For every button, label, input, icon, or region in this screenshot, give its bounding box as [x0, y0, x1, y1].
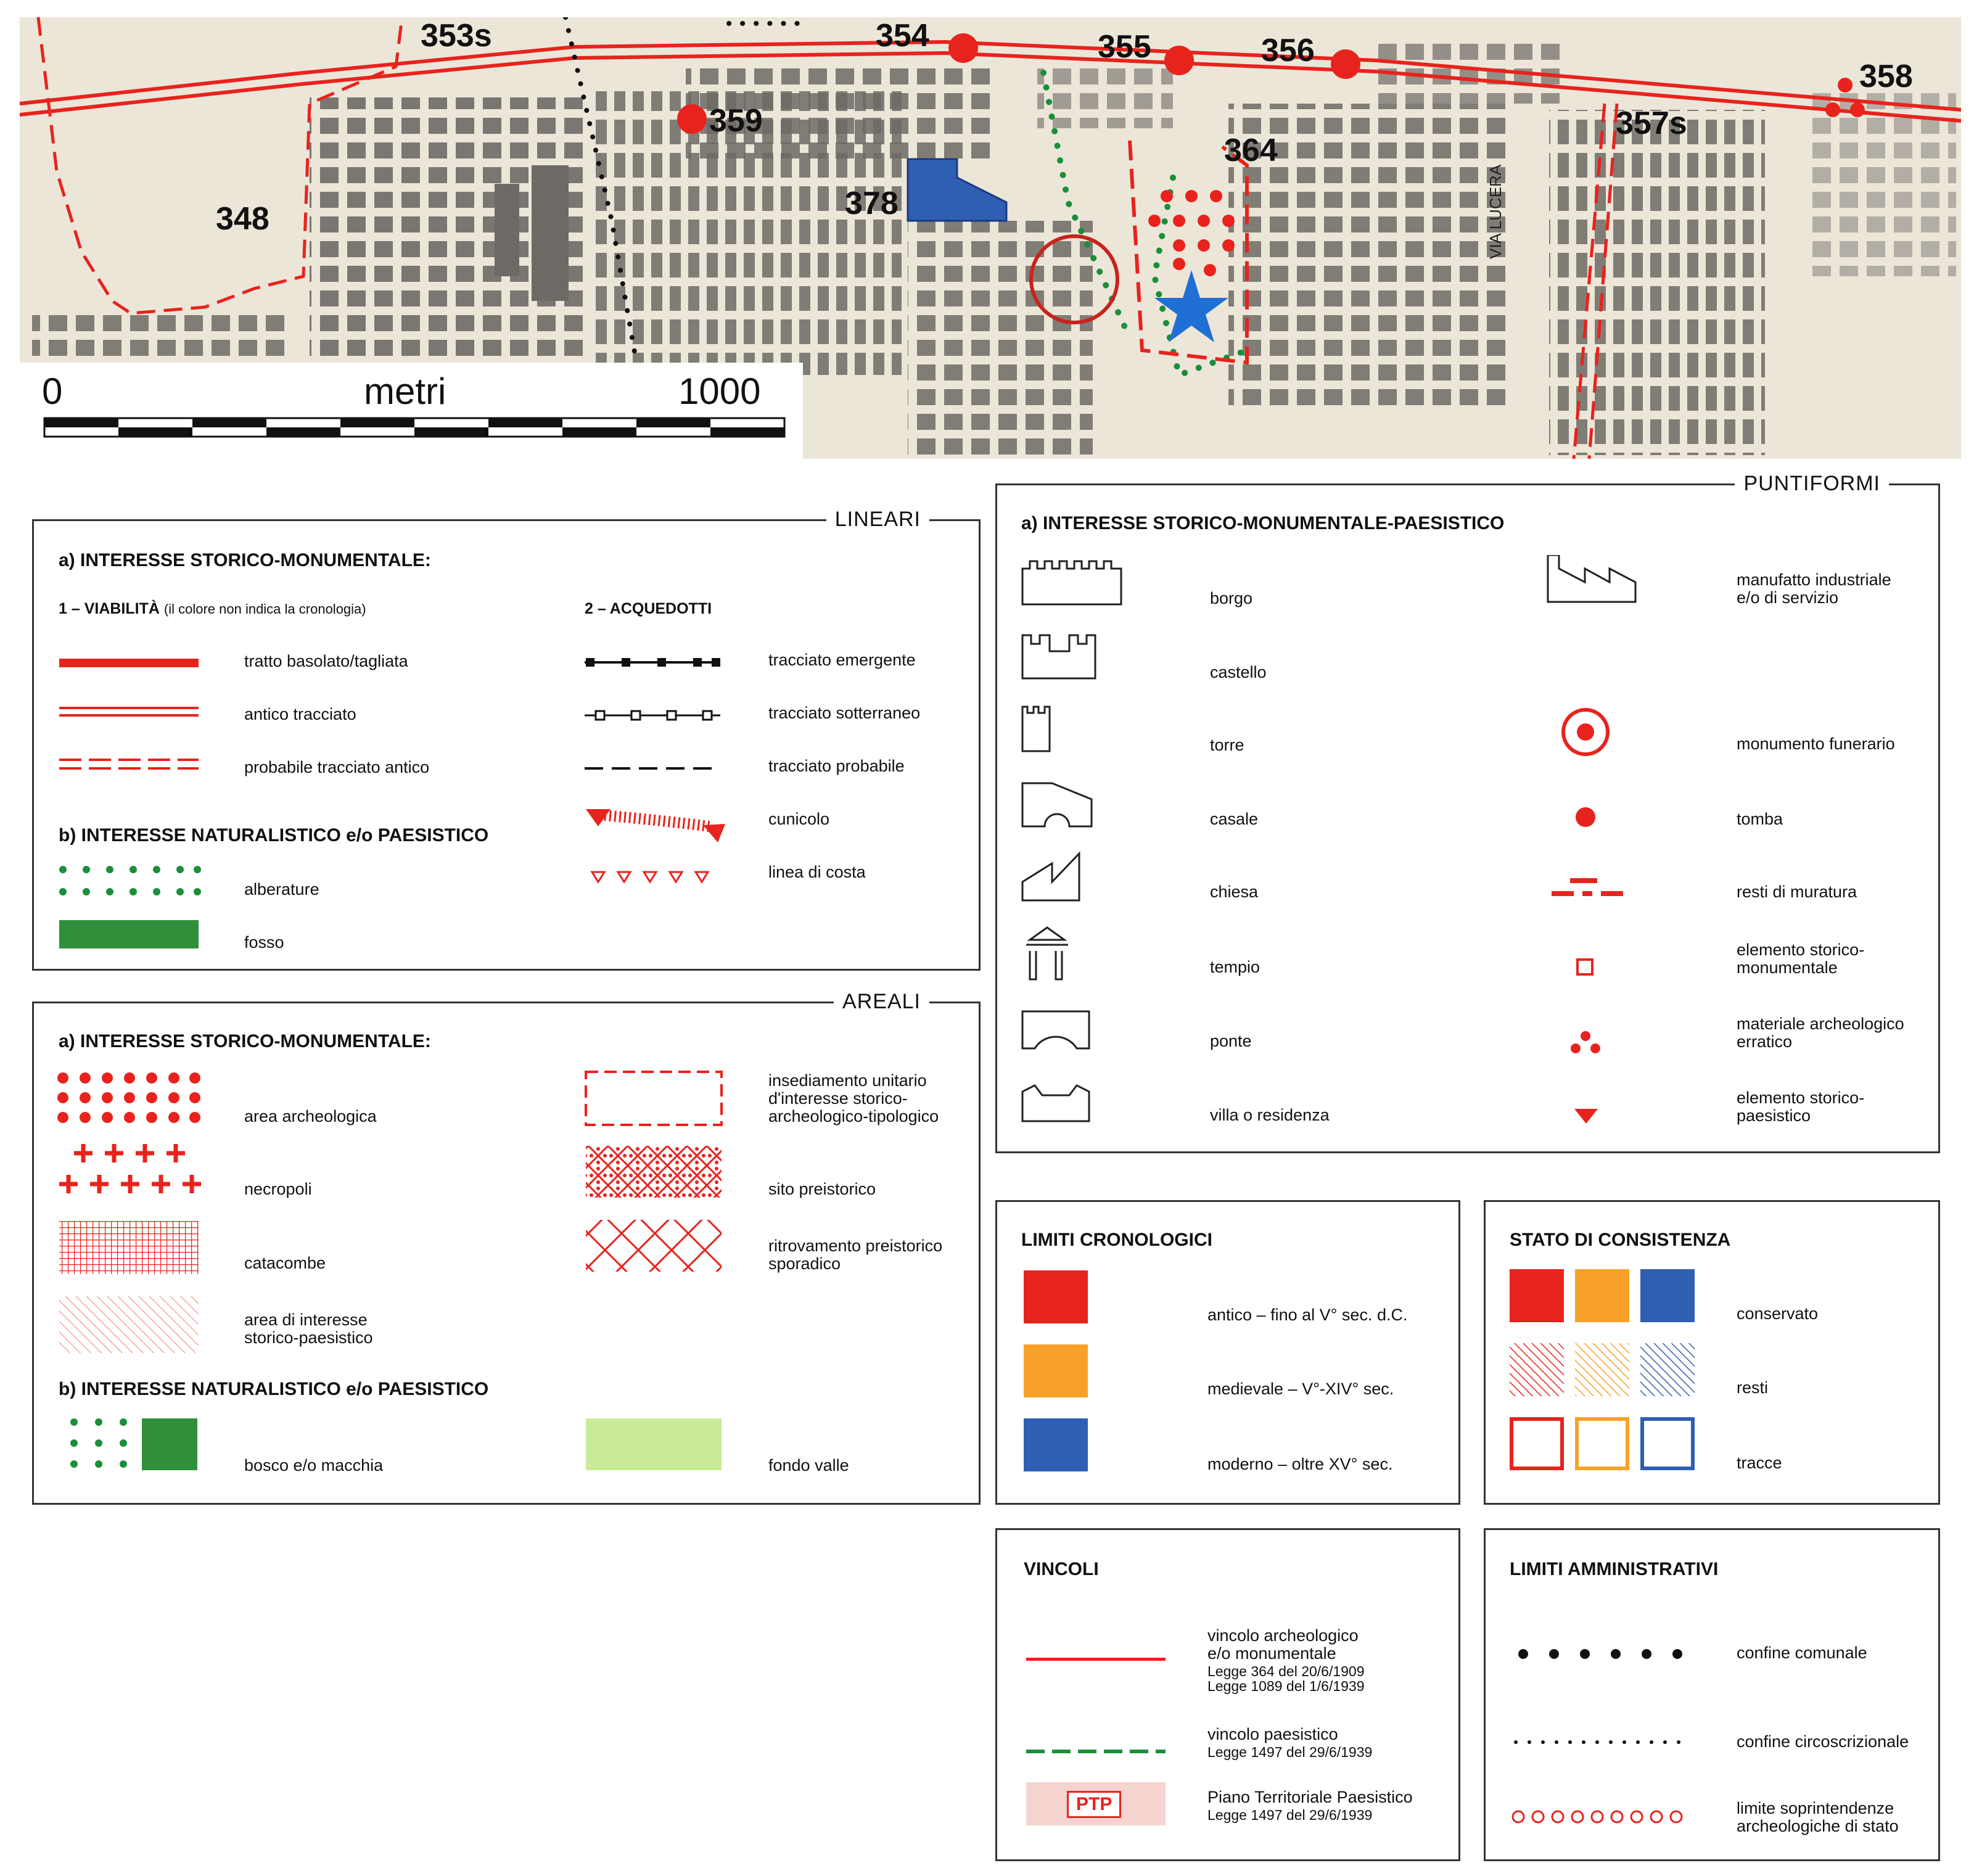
legend-materiale-1: materiale archeologico — [1737, 1014, 1904, 1033]
vincolo-paes-2: Legge 1497 del 29/6/1939 — [1207, 1744, 1373, 1760]
limiti-cronologici-title: LIMITI CRONOLOGICI — [1021, 1230, 1212, 1250]
legend-resti-muratura: resti di muratura — [1737, 882, 1857, 901]
swatch-medievale — [1024, 1344, 1088, 1397]
legend-necropoli: necropoli — [244, 1180, 312, 1198]
puntiformi-a-header: a) INTERESSE STORICO-MONUMENTALE-PAESISTICO — [1021, 513, 1505, 533]
legend-insediamento-1: insediamento unitario — [768, 1071, 927, 1090]
viabilita-title: 1 – VIABILITÀ — [59, 600, 160, 617]
puntiformi-title: PUNTIFORMI — [1735, 472, 1889, 496]
legend-elem-storico-monum-2: monumentale — [1737, 958, 1838, 977]
legend-bosco: bosco e/o macchia — [244, 1456, 384, 1475]
legend-ritrovamento-2: sporadico — [768, 1254, 841, 1273]
vincolo-arch-2: e/o monumentale — [1207, 1644, 1336, 1663]
map-label-359: 359 — [709, 103, 763, 139]
acquedotti-header: 2 – ACQUEDOTTI — [585, 600, 712, 617]
legend-confine-circoscrizionale: confine circoscrizionale — [1737, 1732, 1909, 1751]
ptp-label-2: Legge 1497 del 29/6/1939 — [1207, 1807, 1373, 1823]
puntiformi-symbols — [1018, 555, 1943, 1147]
legend-probabile-tracciato: probabile tracciato antico — [244, 758, 430, 776]
legend-confine-comunale: confine comunale — [1737, 1644, 1867, 1662]
legend-manufatto-1: manufatto industriale — [1737, 570, 1891, 589]
legend-insediamento-2: d'interesse storico- — [768, 1089, 908, 1108]
scale-end: 1000 — [678, 371, 761, 412]
legend-area-interesse-2: storico-paesistico — [244, 1328, 373, 1347]
areali-symbols — [56, 1067, 734, 1486]
viabilita-header — [59, 600, 366, 618]
legend-ponte: ponte — [1210, 1032, 1252, 1050]
areali-title: AREALI — [834, 990, 929, 1014]
legend-castello: castello — [1210, 663, 1267, 681]
lineari-b-header: b) INTERESSE NATURALISTICO e/o PAESISTICO — [59, 825, 489, 845]
map-label-353s: 353s — [421, 18, 492, 54]
map-panel[interactable] — [20, 17, 1961, 459]
legend-elem-storico-monum-1: elemento storico- — [1737, 940, 1865, 959]
legend-torre: torre — [1210, 736, 1244, 754]
legend-linea-di-costa: linea di costa — [768, 863, 866, 881]
scale-start: 0 — [42, 371, 63, 412]
legend-borgo: borgo — [1210, 589, 1253, 607]
legend-alberature: alberature — [244, 880, 319, 899]
legend-chiesa: chiesa — [1210, 882, 1259, 901]
scale-unit: metri — [364, 371, 446, 412]
legend-antico: antico – fino al V° sec. d.C. — [1207, 1306, 1408, 1324]
legend-villa: villa o residenza — [1210, 1106, 1330, 1124]
areali-b-header: b) INTERESSE NATURALISTICO e/o PAESISTICO — [59, 1379, 489, 1399]
legend-fondo-valle: fondo valle — [768, 1456, 849, 1475]
map-canvas — [20, 17, 1961, 459]
legend-resti: resti — [1737, 1378, 1769, 1397]
legend-casale: casale — [1210, 810, 1259, 828]
legend-area-interesse-1: area di interesse — [244, 1310, 368, 1329]
vincoli-title: VINCOLI — [1024, 1559, 1099, 1579]
swatch-antico — [1024, 1270, 1088, 1323]
map-label-355: 355 — [1098, 29, 1151, 65]
viabilita-note: (il colore non indica la cronologia) — [163, 601, 366, 617]
legend-tomba: tomba — [1737, 810, 1783, 828]
legend-ritrovamento-1: ritrovamento preistorico — [768, 1236, 943, 1255]
legend-tracce: tracce — [1737, 1454, 1782, 1472]
map-label-358: 358 — [1859, 59, 1913, 94]
legend-materiale-2: erratico — [1737, 1032, 1793, 1051]
map-label-356: 356 — [1261, 33, 1315, 68]
legend-elem-storico-paes-2: paesistico — [1737, 1106, 1811, 1125]
lineari-symbols — [56, 641, 734, 962]
legend-tempio: tempio — [1210, 958, 1260, 976]
map-label-378: 378 — [845, 186, 899, 221]
legend-monumento-funerario: monumento funerario — [1737, 734, 1895, 753]
map-label-364: 364 — [1224, 133, 1278, 168]
swatch-moderno — [1024, 1418, 1088, 1471]
legend-limite-soprint-2: archeologiche di stato — [1737, 1817, 1899, 1835]
legend-elem-storico-paes-1: elemento storico- — [1737, 1088, 1865, 1107]
vincolo-arch-4: Legge 1089 del 1/6/1939 — [1207, 1678, 1365, 1694]
legend-antico-tracciato: antico tracciato — [244, 705, 356, 723]
amministrativi-symbols — [1510, 1640, 1695, 1825]
ptp-label-1: Piano Territoriale Paesistico — [1207, 1788, 1413, 1806]
vincolo-arch-1: vincolo archeologico — [1207, 1626, 1359, 1645]
map-label-348: 348 — [216, 201, 269, 237]
map-label-357s: 357s — [1616, 105, 1687, 141]
legend-tracciato-probabile: tracciato probabile — [768, 757, 905, 775]
legend-area-archeologica: area archeologica — [244, 1107, 377, 1125]
legend-sito-preistorico: sito preistorico — [768, 1180, 876, 1198]
legend-conservato: conservato — [1737, 1304, 1819, 1323]
legend-limite-soprint-1: limite soprintendenze — [1737, 1799, 1894, 1817]
legend-catacombe: catacombe — [244, 1254, 326, 1272]
legend-manufatto-2: e/o di servizio — [1737, 588, 1839, 607]
limiti-amministrativi-title: LIMITI AMMINISTRATIVI — [1510, 1559, 1719, 1579]
vincolo-paes-1: vincolo paesistico — [1207, 1725, 1338, 1743]
legend-cunicolo: cunicolo — [768, 810, 830, 828]
legend-tracciato-sotterraneo: tracciato sotterraneo — [768, 704, 921, 722]
vincolo-arch-3: Legge 364 del 20/6/1909 — [1207, 1663, 1365, 1679]
legend-insediamento-3: archeologico-tipologico — [768, 1107, 939, 1125]
legend-medievale: medievale – V°-XIV° sec. — [1207, 1380, 1394, 1398]
lineari-a-header: a) INTERESSE STORICO-MONUMENTALE: — [59, 550, 431, 570]
map-label-354: 354 — [876, 18, 929, 54]
stato-swatches — [1510, 1269, 1695, 1479]
legend-moderno: moderno – oltre XV° sec. — [1207, 1455, 1393, 1473]
legend-fosso: fosso — [244, 933, 284, 952]
areali-a-header: a) INTERESSE STORICO-MONUMENTALE: — [59, 1031, 431, 1051]
street-label: VIA LUCERA — [1486, 164, 1505, 259]
legend-tratto-basolato: tratto basolato/tagliata — [244, 652, 408, 670]
legend-tracciato-emergente: tracciato emergente — [768, 651, 916, 669]
lineari-title: LINEARI — [826, 508, 929, 532]
ptp-badge: PTP — [1067, 1791, 1121, 1818]
stato-consistenza-title: STATO DI CONSISTENZA — [1510, 1230, 1731, 1250]
